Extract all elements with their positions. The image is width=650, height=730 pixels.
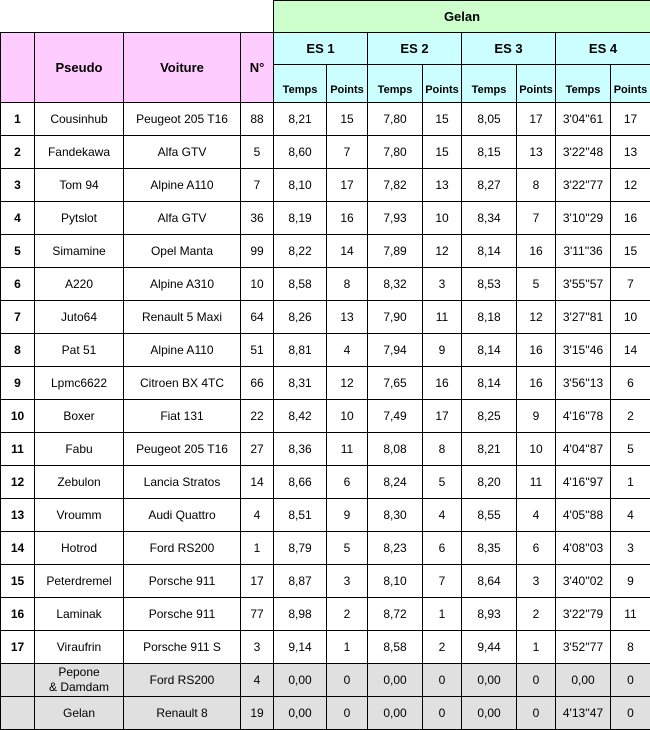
cell-es4-points: 5 [611,433,650,466]
cell-number: 64 [241,301,274,334]
cell-es3-points: 0 [517,697,556,730]
cell-voiture: Citroen BX 4TC [124,367,241,400]
cell-number: 4 [241,664,274,697]
temps-header: Temps [462,65,517,103]
cell-es1-points: 16 [327,202,368,235]
cell-es2-temps: 8,23 [368,532,423,565]
cell-es3-temps: 8,55 [462,499,517,532]
cell-es4-points: 14 [611,334,650,367]
cell-number: 66 [241,367,274,400]
cell-pseudo: Pepone & Damdam [35,664,124,697]
cell-number: 22 [241,400,274,433]
cell-es3-points: 17 [517,103,556,136]
cell-es2-temps: 0,00 [368,697,423,730]
cell-es4-temps: 4'16''78 [556,400,611,433]
cell-es1-points: 9 [327,499,368,532]
cell-es1-points: 3 [327,565,368,598]
stage-2-header: ES 2 [368,33,462,65]
cell-voiture: Porsche 911 [124,565,241,598]
cell-es2-points: 4 [423,499,462,532]
cell-pseudo: Peterdremel [35,565,124,598]
table-row [1,433,650,466]
cell-es3-points: 16 [517,235,556,268]
table-row [1,301,650,334]
table-row [1,631,650,664]
cell-es1-temps: 8,36 [274,433,327,466]
results-body [1,103,650,730]
cell-es2-points: 9 [423,334,462,367]
cell-es2-points: 7 [423,565,462,598]
cell-pseudo: Viraufrin [35,631,124,664]
cell-es2-temps: 7,80 [368,103,423,136]
cell-es2-temps: 7,82 [368,169,423,202]
cell-pseudo: Fabu [35,433,124,466]
stage-1-header: ES 1 [274,33,368,65]
cell-voiture: Audi Quattro [124,499,241,532]
cell-number: 88 [241,103,274,136]
cell-voiture: Peugeot 205 T16 [124,433,241,466]
table-row [1,169,650,202]
table-row [1,697,650,730]
cell-es3-points: 9 [517,400,556,433]
cell-rank [1,697,35,730]
cell-es4-temps: 3'10''29 [556,202,611,235]
cell-number: 19 [241,697,274,730]
cell-es1-temps: 8,81 [274,334,327,367]
cell-pseudo: Vroumm [35,499,124,532]
cell-es3-points: 13 [517,136,556,169]
cell-es4-points: 16 [611,202,650,235]
cell-rank: 7 [1,301,35,334]
cell-pseudo: Fandekawa [35,136,124,169]
cell-voiture: Renault 5 Maxi [124,301,241,334]
cell-es3-temps: 9,44 [462,631,517,664]
cell-es2-temps: 8,30 [368,499,423,532]
cell-rank: 15 [1,565,35,598]
cell-es1-temps: 0,00 [274,664,327,697]
cell-es2-temps: 7,80 [368,136,423,169]
temps-header: Temps [274,65,327,103]
table-row [1,103,650,136]
cell-rank: 9 [1,367,35,400]
cell-es1-temps: 8,26 [274,301,327,334]
cell-es2-points: 13 [423,169,462,202]
cell-rank: 16 [1,598,35,631]
cell-voiture: Alfa GTV [124,136,241,169]
cell-es4-temps: 3'11''36 [556,235,611,268]
stage-4-header: ES 4 [556,33,650,65]
cell-voiture: Peugeot 205 T16 [124,103,241,136]
cell-es2-temps: 8,24 [368,466,423,499]
table-row [1,202,650,235]
cell-es4-points: 9 [611,565,650,598]
cell-es1-points: 12 [327,367,368,400]
cell-number: 1 [241,532,274,565]
cell-es4-points: 11 [611,598,650,631]
cell-rank: 4 [1,202,35,235]
cell-voiture: Renault 8 [124,697,241,730]
cell-pseudo: Hotrod [35,532,124,565]
cell-es1-temps: 8,87 [274,565,327,598]
cell-number: 5 [241,136,274,169]
cell-es2-temps: 7,90 [368,301,423,334]
cell-voiture: Fiat 131 [124,400,241,433]
cell-es1-points: 8 [327,268,368,301]
cell-voiture: Ford RS200 [124,664,241,697]
cell-es4-points: 10 [611,301,650,334]
cell-es3-points: 5 [517,268,556,301]
cell-es3-temps: 8,14 [462,334,517,367]
cell-es4-points: 4 [611,499,650,532]
cell-es3-temps: 8,05 [462,103,517,136]
cell-number: 51 [241,334,274,367]
cell-pseudo: Tom 94 [35,169,124,202]
cell-es3-temps: 8,27 [462,169,517,202]
cell-rank: 3 [1,169,35,202]
cell-es3-points: 2 [517,598,556,631]
cell-number: 17 [241,565,274,598]
cell-es1-temps: 8,10 [274,169,327,202]
rank-header [1,33,35,103]
points-header: Points [517,65,556,103]
cell-number: 99 [241,235,274,268]
cell-es3-temps: 8,21 [462,433,517,466]
cell-rank: 2 [1,136,35,169]
cell-es1-temps: 8,66 [274,466,327,499]
cell-voiture: Alfa GTV [124,202,241,235]
cell-es2-temps: 8,58 [368,631,423,664]
cell-number: 36 [241,202,274,235]
cell-es3-points: 16 [517,334,556,367]
cell-es1-points: 0 [327,697,368,730]
cell-es4-points: 0 [611,697,650,730]
cell-es2-points: 0 [423,697,462,730]
points-header: Points [611,65,650,103]
cell-pseudo: Lpmc6622 [35,367,124,400]
cell-es1-temps: 8,21 [274,103,327,136]
cell-es2-temps: 7,65 [368,367,423,400]
cell-pseudo: Pytslot [35,202,124,235]
cell-voiture: Opel Manta [124,235,241,268]
cell-pseudo: Laminak [35,598,124,631]
cell-es3-temps: 8,34 [462,202,517,235]
cell-es3-temps: 0,00 [462,664,517,697]
cell-voiture: Ford RS200 [124,532,241,565]
cell-es1-temps: 8,58 [274,268,327,301]
cell-es1-temps: 9,14 [274,631,327,664]
cell-es2-temps: 8,72 [368,598,423,631]
cell-voiture: Alpine A310 [124,268,241,301]
cell-es4-points: 8 [611,631,650,664]
temps-header: Temps [556,65,611,103]
cell-rank: 6 [1,268,35,301]
cell-es2-points: 16 [423,367,462,400]
cell-es1-temps: 8,31 [274,367,327,400]
header-blank [1,1,274,33]
cell-es4-points: 13 [611,136,650,169]
cell-rank: 5 [1,235,35,268]
cell-es2-points: 1 [423,598,462,631]
points-header: Points [423,65,462,103]
table-row [1,499,650,532]
cell-es4-points: 0 [611,664,650,697]
table-row [1,334,650,367]
cell-es1-points: 15 [327,103,368,136]
cell-es3-points: 12 [517,301,556,334]
cell-rank: 12 [1,466,35,499]
cell-es2-points: 6 [423,532,462,565]
cell-es3-points: 16 [517,367,556,400]
cell-es4-temps: 4'13''47 [556,697,611,730]
cell-es4-temps: 3'22''79 [556,598,611,631]
cell-pseudo: Juto64 [35,301,124,334]
temps-header: Temps [368,65,423,103]
cell-es2-points: 2 [423,631,462,664]
cell-es4-points: 12 [611,169,650,202]
table-row [1,136,650,169]
cell-number: 27 [241,433,274,466]
table-row [1,268,650,301]
cell-es1-temps: 8,19 [274,202,327,235]
table-row [1,466,650,499]
cell-es4-temps: 3'40''02 [556,565,611,598]
cell-es1-points: 7 [327,136,368,169]
cell-rank: 13 [1,499,35,532]
cell-es1-temps: 8,79 [274,532,327,565]
cell-voiture: Alpine A110 [124,169,241,202]
cell-es4-temps: 3'22''48 [556,136,611,169]
cell-es4-points: 3 [611,532,650,565]
cell-es3-points: 3 [517,565,556,598]
cell-es1-temps: 8,22 [274,235,327,268]
table-row [1,400,650,433]
cell-es2-temps: 7,49 [368,400,423,433]
cell-es2-temps: 0,00 [368,664,423,697]
cell-es3-points: 4 [517,499,556,532]
cell-es1-temps: 8,51 [274,499,327,532]
cell-number: 4 [241,499,274,532]
cell-voiture: Alpine A110 [124,334,241,367]
cell-es4-points: 7 [611,268,650,301]
cell-es3-temps: 8,15 [462,136,517,169]
cell-es4-temps: 4'16''97 [556,466,611,499]
cell-es4-points: 6 [611,367,650,400]
cell-es2-points: 11 [423,301,462,334]
cell-pseudo: Cousinhub [35,103,124,136]
cell-es2-temps: 8,10 [368,565,423,598]
cell-voiture: Porsche 911 [124,598,241,631]
cell-es1-temps: 8,42 [274,400,327,433]
cell-rank: 8 [1,334,35,367]
cell-es4-points: 2 [611,400,650,433]
cell-es2-points: 3 [423,268,462,301]
table-row [1,367,650,400]
cell-es3-temps: 8,20 [462,466,517,499]
cell-rank: 10 [1,400,35,433]
cell-es2-points: 12 [423,235,462,268]
cell-number: 14 [241,466,274,499]
cell-pseudo: Zebulon [35,466,124,499]
cell-es2-temps: 7,94 [368,334,423,367]
table-row [1,598,650,631]
cell-es1-points: 0 [327,664,368,697]
cell-number: 3 [241,631,274,664]
cell-es2-points: 10 [423,202,462,235]
cell-pseudo: Pat 51 [35,334,124,367]
cell-es4-temps: 3'56''13 [556,367,611,400]
table-row [1,565,650,598]
cell-es1-temps: 8,60 [274,136,327,169]
cell-es1-points: 4 [327,334,368,367]
cell-es4-temps: 4'05''88 [556,499,611,532]
cell-es2-temps: 8,08 [368,433,423,466]
cell-es1-points: 10 [327,400,368,433]
cell-pseudo: Boxer [35,400,124,433]
stage-3-header: ES 3 [462,33,556,65]
cell-rank [1,664,35,697]
cell-es4-temps: 4'04''87 [556,433,611,466]
cell-rank: 1 [1,103,35,136]
cell-es1-points: 13 [327,301,368,334]
cell-es2-temps: 7,89 [368,235,423,268]
cell-es1-points: 5 [327,532,368,565]
number-header: N° [241,33,274,103]
event-title: Gelan [274,1,650,33]
cell-pseudo: Gelan [35,697,124,730]
cell-es3-points: 0 [517,664,556,697]
cell-number: 77 [241,598,274,631]
cell-es2-points: 15 [423,103,462,136]
cell-rank: 17 [1,631,35,664]
cell-es3-temps: 8,25 [462,400,517,433]
cell-es4-temps: 3'22''77 [556,169,611,202]
cell-es4-temps: 3'15''46 [556,334,611,367]
cell-es4-temps: 3'27''81 [556,301,611,334]
cell-es2-temps: 8,32 [368,268,423,301]
voiture-header: Voiture [124,33,241,103]
cell-es3-points: 1 [517,631,556,664]
cell-es3-temps: 8,18 [462,301,517,334]
cell-es3-temps: 8,93 [462,598,517,631]
cell-number: 10 [241,268,274,301]
cell-es3-temps: 8,53 [462,268,517,301]
cell-es3-temps: 0,00 [462,697,517,730]
cell-es3-points: 11 [517,466,556,499]
table-row [1,664,650,697]
cell-pseudo: Simamine [35,235,124,268]
cell-es3-temps: 8,35 [462,532,517,565]
cell-es2-points: 15 [423,136,462,169]
cell-es2-temps: 7,93 [368,202,423,235]
cell-es4-temps: 0,00 [556,664,611,697]
cell-es1-points: 2 [327,598,368,631]
cell-es4-temps: 3'55''57 [556,268,611,301]
cell-es3-points: 6 [517,532,556,565]
cell-es1-points: 6 [327,466,368,499]
cell-es4-temps: 3'04''61 [556,103,611,136]
points-header: Points [327,65,368,103]
cell-es3-temps: 8,14 [462,235,517,268]
cell-es1-temps: 0,00 [274,697,327,730]
cell-rank: 11 [1,433,35,466]
cell-es2-points: 8 [423,433,462,466]
table-row [1,532,650,565]
cell-pseudo: A220 [35,268,124,301]
cell-es4-points: 15 [611,235,650,268]
cell-voiture: Lancia Stratos [124,466,241,499]
cell-es3-temps: 8,14 [462,367,517,400]
cell-number: 7 [241,169,274,202]
cell-voiture: Porsche 911 S [124,631,241,664]
cell-es4-temps: 4'08''03 [556,532,611,565]
cell-es4-points: 17 [611,103,650,136]
cell-es1-points: 17 [327,169,368,202]
cell-es3-temps: 8,64 [462,565,517,598]
cell-es3-points: 10 [517,433,556,466]
cell-es4-points: 1 [611,466,650,499]
cell-es1-points: 11 [327,433,368,466]
table-row [1,235,650,268]
pseudo-header: Pseudo [35,33,124,103]
cell-rank: 14 [1,532,35,565]
cell-es2-points: 5 [423,466,462,499]
cell-es1-points: 1 [327,631,368,664]
cell-es3-points: 8 [517,169,556,202]
cell-es3-points: 7 [517,202,556,235]
cell-es1-points: 14 [327,235,368,268]
cell-es2-points: 0 [423,664,462,697]
cell-es4-temps: 3'52''77 [556,631,611,664]
cell-es1-temps: 8,98 [274,598,327,631]
cell-es2-points: 17 [423,400,462,433]
